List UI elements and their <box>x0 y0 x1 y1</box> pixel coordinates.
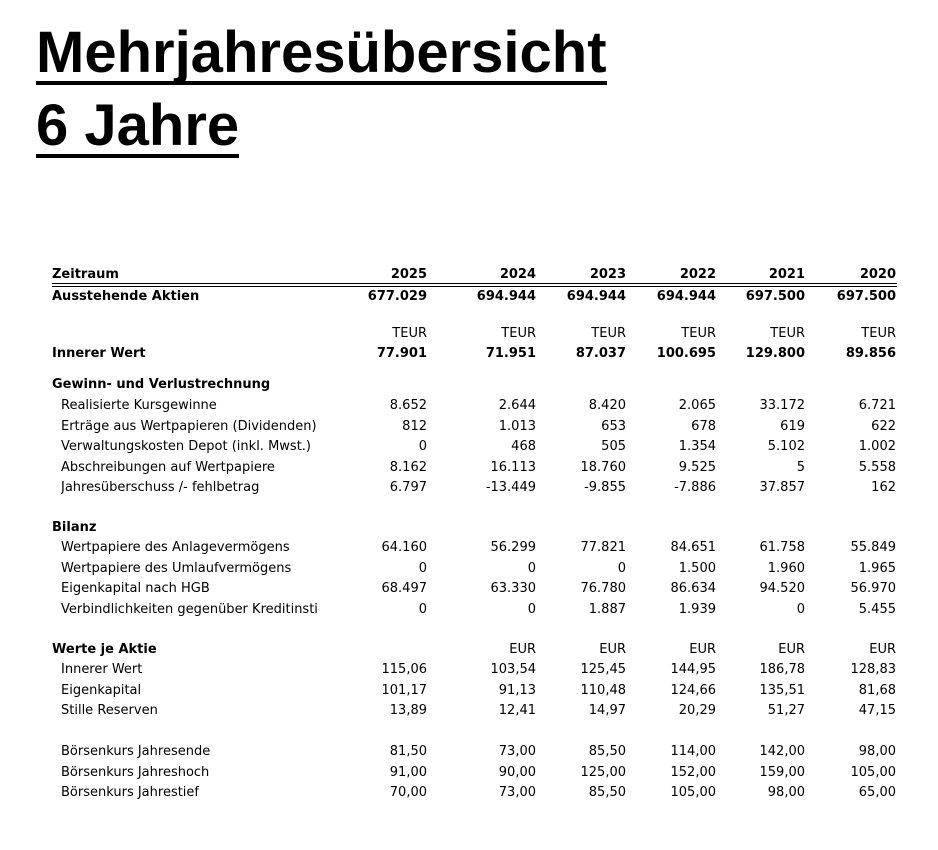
bilanz-heading <box>52 518 897 538</box>
per-share-row-value: 14,97 <box>588 703 626 718</box>
guv-row-value: -9.855 <box>584 480 626 495</box>
bilanz-row-value: 0 <box>617 560 626 576</box>
bilanz-row-value: 94.520 <box>759 581 805 596</box>
per-share-row-value: 144,95 <box>670 662 716 677</box>
bilanz-row-value: 86.634 <box>670 581 716 596</box>
per-share-row <box>52 660 897 680</box>
per-share-heading-value: EUR <box>778 642 805 657</box>
guv-row-value: -13.449 <box>485 480 536 495</box>
per-share-row-value: 20,29 <box>678 703 716 718</box>
price-row-value: 85,50 <box>588 785 626 800</box>
bilanz-row-value: 1.960 <box>767 560 805 576</box>
per-share-heading-value: EUR <box>689 642 716 657</box>
guv-row-value: 505 <box>601 439 626 454</box>
inner-value-row-value: 89.856 <box>845 346 896 361</box>
per-share-heading-value: EUR <box>599 642 626 657</box>
price-row-value: 152,00 <box>670 764 716 780</box>
unit-row-value: TEUR <box>591 326 626 341</box>
inner-value-row-value: 71.951 <box>485 346 536 361</box>
guv-row <box>52 396 897 416</box>
inner-value-row-value: 100.695 <box>656 346 716 361</box>
per-share-row-value: 135,51 <box>759 682 805 698</box>
bilanz-row-value: 56.970 <box>850 581 896 596</box>
price-row <box>52 783 897 803</box>
bilanz-row-value: 1.939 <box>678 601 716 617</box>
page-title-line2: 6 Jahre <box>36 93 240 158</box>
guv-row-label: Erträge aus Wertpapieren (Dividenden) <box>61 418 317 434</box>
inner-value-row <box>52 344 897 364</box>
inner-value-row-value: 129.800 <box>745 346 805 361</box>
guv-heading-label: Gewinn- und Verlustrechnung <box>52 377 271 392</box>
price-row-value: 159,00 <box>759 764 805 780</box>
price-row-value: 105,00 <box>850 764 896 780</box>
bilanz-row-value: 1.965 <box>858 560 896 576</box>
per-share-heading <box>52 640 897 660</box>
price-row-value: 98,00 <box>767 785 805 800</box>
header-rule-top <box>52 283 897 284</box>
guv-row-value: 812 <box>402 418 427 434</box>
header-row-value: 2022 <box>679 267 716 282</box>
guv-row-value: 6.797 <box>389 480 427 495</box>
per-share-row-value: 124,66 <box>670 682 716 698</box>
bilanz-row-value: 0 <box>418 560 427 576</box>
guv-row <box>52 437 897 457</box>
per-share-heading-label: Werte je Aktie <box>52 642 157 657</box>
per-share-row <box>52 681 897 701</box>
bilanz-row-label: Eigenkapital nach HGB <box>61 581 210 596</box>
price-row-value: 91,00 <box>389 764 427 780</box>
per-share-row-value: 103,54 <box>490 662 536 677</box>
price-row-value: 114,00 <box>670 744 716 759</box>
header-row-value: 2021 <box>768 267 805 282</box>
per-share-row-value: 13,89 <box>389 703 427 718</box>
guv-row-value: 2.644 <box>498 398 536 413</box>
bilanz-row <box>52 579 897 599</box>
per-share-row-value: 128,83 <box>850 662 896 677</box>
per-share-row-value: 51,27 <box>767 703 805 718</box>
guv-row-value: 16.113 <box>490 459 536 475</box>
bilanz-heading-label: Bilanz <box>52 520 97 535</box>
guv-row-value: 162 <box>871 480 896 495</box>
guv-row-value: 9.525 <box>678 459 716 475</box>
header-row-value: 2023 <box>589 267 626 282</box>
guv-row-value: 1.002 <box>858 439 896 454</box>
bilanz-row-value: 0 <box>527 601 536 617</box>
guv-row <box>52 458 897 478</box>
price-row-value: 98,00 <box>858 744 896 759</box>
per-share-row-value: 81,68 <box>858 682 896 698</box>
shares-row-value: 694.944 <box>566 289 626 304</box>
bilanz-row-value: 76.780 <box>580 581 626 596</box>
guv-row-value: 8.420 <box>588 398 626 413</box>
price-row-value: 81,50 <box>389 744 427 759</box>
bilanz-row-label: Verbindlichkeiten gegenüber Kreditinsti <box>61 601 318 617</box>
guv-row <box>52 417 897 437</box>
guv-row-value: 0 <box>418 439 427 454</box>
bilanz-row-value: 0 <box>527 560 536 576</box>
inner-value-row-value: 87.037 <box>575 346 626 361</box>
guv-row-value: 468 <box>511 439 536 454</box>
price-row <box>52 763 897 783</box>
bilanz-row-label: Wertpapiere des Anlagevermögens <box>61 540 290 555</box>
per-share-heading-value: EUR <box>869 642 896 657</box>
guv-row-value: 1.354 <box>678 439 716 454</box>
guv-row-value: -7.886 <box>674 480 716 495</box>
bilanz-row <box>52 559 897 579</box>
guv-row-value: 622 <box>871 418 896 434</box>
shares-row-value: 697.500 <box>836 289 896 304</box>
price-row-label: Börsenkurs Jahresende <box>61 744 211 759</box>
price-row-value: 73,00 <box>498 744 536 759</box>
page-title-line1: Mehrjahresübersicht <box>36 20 607 85</box>
inner-value-row-label: Innerer Wert <box>52 346 146 361</box>
bilanz-row-value: 61.758 <box>759 540 805 555</box>
page-subtitle <box>36 95 239 158</box>
shares-row-label: Ausstehende Aktien <box>52 289 200 304</box>
guv-row-label: Abschreibungen auf Wertpapiere <box>61 459 275 475</box>
guv-row-value: 619 <box>780 418 805 434</box>
per-share-row-label: Eigenkapital <box>61 682 142 698</box>
per-share-row <box>52 701 897 721</box>
guv-row-value: 18.760 <box>580 459 626 475</box>
bilanz-row-value: 5.455 <box>858 601 896 617</box>
per-share-row-value: 91,13 <box>498 682 536 698</box>
guv-row-value: 1.013 <box>498 418 536 434</box>
per-share-row-value: 101,17 <box>381 682 427 698</box>
page-title <box>36 22 607 85</box>
guv-row-value: 8.652 <box>389 398 427 413</box>
guv-row-value: 6.721 <box>858 398 896 413</box>
unit-row-value: TEUR <box>770 326 805 341</box>
price-row-value: 90,00 <box>498 764 536 780</box>
price-row-value: 70,00 <box>389 785 427 800</box>
shares-row-value: 677.029 <box>367 289 427 304</box>
guv-row-label: Verwaltungskosten Depot (inkl. Mwst.) <box>61 439 311 454</box>
price-row-value: 85,50 <box>588 744 626 759</box>
unit-row-value: TEUR <box>501 326 536 341</box>
guv-row-value: 5.102 <box>767 439 805 454</box>
guv-row-label: Realisierte Kursgewinne <box>61 398 217 413</box>
guv-row-label: Jahresüberschuss /- fehlbetrag <box>61 480 260 495</box>
bilanz-row-value: 1.887 <box>588 601 626 617</box>
per-share-row-label: Innerer Wert <box>61 662 143 677</box>
per-share-row-value: 186,78 <box>759 662 805 677</box>
price-row-value: 125,00 <box>580 764 626 780</box>
price-row-value: 142,00 <box>759 744 805 759</box>
price-row <box>52 742 897 762</box>
per-share-row-value: 110,48 <box>580 682 626 698</box>
header-row <box>52 265 897 285</box>
header-row-value: 2024 <box>499 267 536 282</box>
shares-row-value: 694.944 <box>476 289 536 304</box>
unit-row <box>52 324 897 344</box>
bilanz-row-value: 84.651 <box>670 540 716 555</box>
guv-row-value: 5.558 <box>858 459 896 475</box>
shares-row-value: 694.944 <box>656 289 716 304</box>
shares-row-value: 697.500 <box>745 289 805 304</box>
bilanz-row-value: 0 <box>796 601 805 617</box>
per-share-heading-value: EUR <box>509 642 536 657</box>
header-row-label: Zeitraum <box>52 267 119 282</box>
shares-row <box>52 287 897 307</box>
header-row-value: 2025 <box>390 267 427 282</box>
guv-row-value: 678 <box>691 418 716 434</box>
bilanz-row-value: 64.160 <box>381 540 427 555</box>
guv-row-value: 8.162 <box>389 459 427 475</box>
price-row-label: Börsenkurs Jahrestief <box>61 785 199 800</box>
header-row-value: 2020 <box>859 267 896 282</box>
bilanz-row-value: 68.497 <box>381 581 427 596</box>
bilanz-row <box>52 538 897 558</box>
guv-row <box>52 478 897 498</box>
price-row-label: Börsenkurs Jahreshoch <box>61 764 210 780</box>
price-row-value: 65,00 <box>858 785 896 800</box>
per-share-row-value: 47,15 <box>858 703 896 718</box>
bilanz-row-value: 1.500 <box>678 560 716 576</box>
bilanz-row-value: 55.849 <box>850 540 896 555</box>
price-row-value: 105,00 <box>670 785 716 800</box>
inner-value-row-value: 77.901 <box>376 346 427 361</box>
bilanz-row-value: 63.330 <box>490 581 536 596</box>
guv-row-value: 5 <box>796 459 805 475</box>
bilanz-row-value: 56.299 <box>490 540 536 555</box>
bilanz-row <box>52 600 897 620</box>
guv-row-value: 37.857 <box>759 480 805 495</box>
per-share-row-value: 115,06 <box>381 662 427 677</box>
unit-row-value: TEUR <box>392 326 427 341</box>
unit-row-value: TEUR <box>861 326 896 341</box>
guv-row-value: 2.065 <box>678 398 716 413</box>
guv-row-value: 653 <box>601 418 626 434</box>
guv-row-value: 33.172 <box>759 398 805 413</box>
bilanz-row-label: Wertpapiere des Umlaufvermögens <box>61 560 292 576</box>
guv-heading <box>52 375 897 395</box>
unit-row-value: TEUR <box>681 326 716 341</box>
per-share-row-value: 12,41 <box>498 703 536 718</box>
per-share-row-label: Stille Reserven <box>61 703 158 718</box>
bilanz-row-value: 77.821 <box>580 540 626 555</box>
bilanz-row-value: 0 <box>418 601 427 617</box>
price-row-value: 73,00 <box>498 785 536 800</box>
per-share-row-value: 125,45 <box>580 662 626 677</box>
